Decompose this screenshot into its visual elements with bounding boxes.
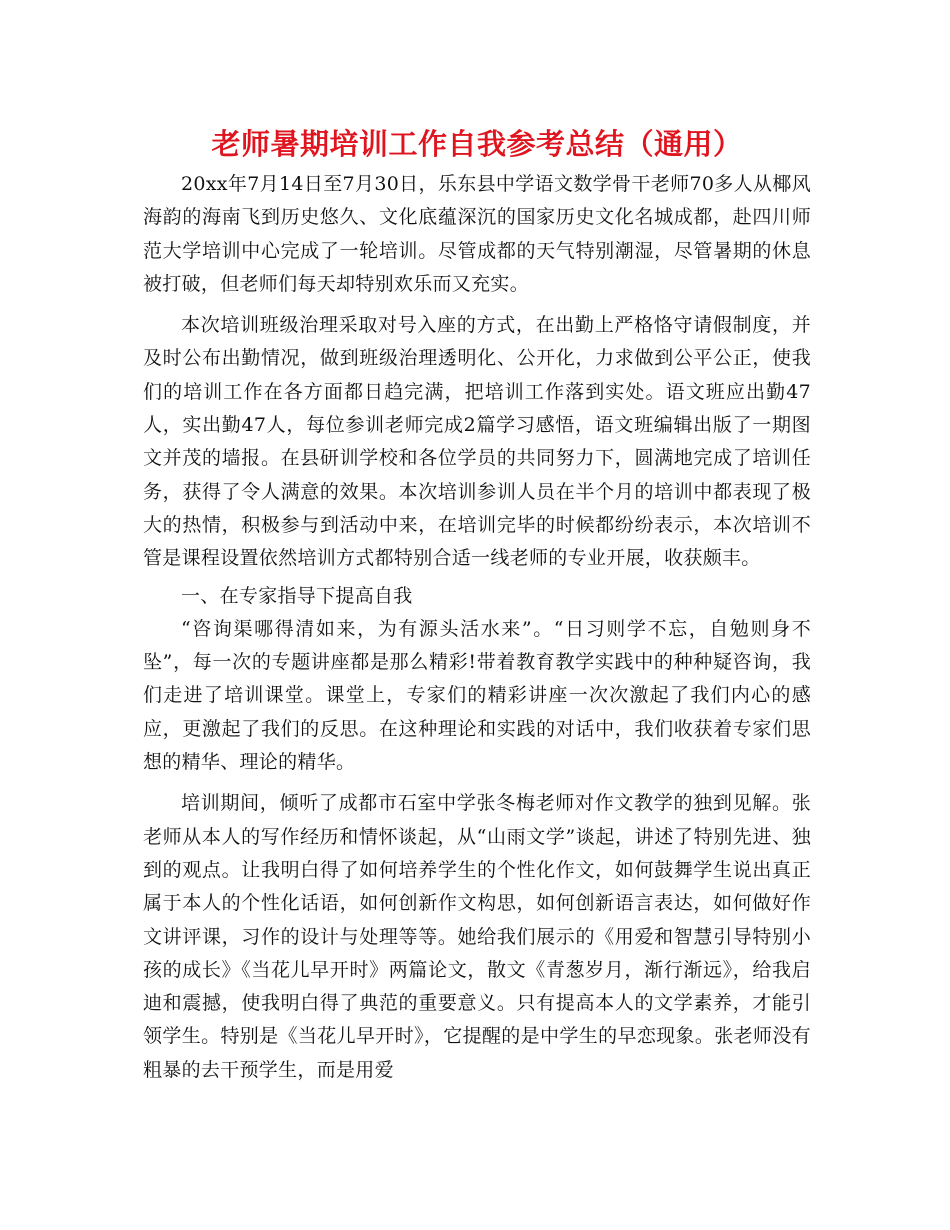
paragraph-writing-teaching: 培训期间，倾听了成都市石室中学张冬梅老师对作文教学的独到见解。张老师从本人的写作经历和情怀谈起，从“山雨文学”谈起，讲述了特别先进、独到的观点。让我明白得了如何培养学生的个性化作文，如何鼓舞学生说出真正属于本人的个性化话语，如何创新作文构思，如何创新语言表达，如何做好作文讲评课，习作的设计与处理等等。她给我们展示的《用爱和智慧引导特别小孩的成长》《当花儿早开时》两篇论文，散文《青葱岁月，渐行渐远》，给我启迪和震撼，使我明白得了典范的重要意义。只有提高本人的文学素养，才能引领学生。特别是《当花儿早开时》，它提醒的是中学生的早恋现象。张老师没有粗暴的去干预学生，而是用爱 — [143, 792, 811, 1081]
paragraph-class-management: 本次培训班级治理采取对号入座的方式，在出勤上严格恪守请假制度，并及时公布出勤情况，做到班级治理透明化、公开化，力求做到公平公正，使我们的培训工作在各方面都日趋完满，把培训工作落到实处。语文班应出勤47人，实出勤47人，每位参训老师完成2篇学习感悟，语文班编辑出版了一期图文并茂的墙报。在县研训学校和各位学员的共同努力下，圆满地完成了培训任务，获得了令人满意的效果。本次培训参训人员在半个月的培训中都表现了极大的热情，积极参与到活动中来，在培训完毕的时候都纷纷表示，本次培训不管是课程设置依然培训方式都特别合适一线老师的专业开展，收获颇丰。 — [143, 314, 811, 570]
paragraph-expert-lectures: “咨询渠哪得清如来，为有源头活水来”。“日习则学不忘，自勉则身不坠”，每一次的专题讲座都是那么精彩!带着教育教学实践中的种种疑咨询，我们走进了培训课堂。课堂上，专家们的精彩讲座一次次激起了我们内心的感应，更激起了我们的反思。在这种理论和实践的对话中，我们收获着专家们思想的精华、理论的精华。 — [143, 617, 811, 774]
document-page — [143, 122, 811, 1087]
paragraph-intro: 20xx年7月14日至7月30日，乐东县中学语文数学骨干老师70多人从椰风海韵的海南飞到历史悠久、文化底蕴深沉的国家历史文化名城成都，赴四川师范大学培训中心完成了一轮培训。尽管成都的天气特别潮湿，尽管暑期的休息被打破，但老师们每天却特别欢乐而又充实。 — [143, 173, 811, 295]
section-heading: 一、在专家指导下提高自我 — [181, 584, 413, 607]
document-title: 老师暑期培训工作自我参考总结（通用） — [211, 127, 743, 161]
